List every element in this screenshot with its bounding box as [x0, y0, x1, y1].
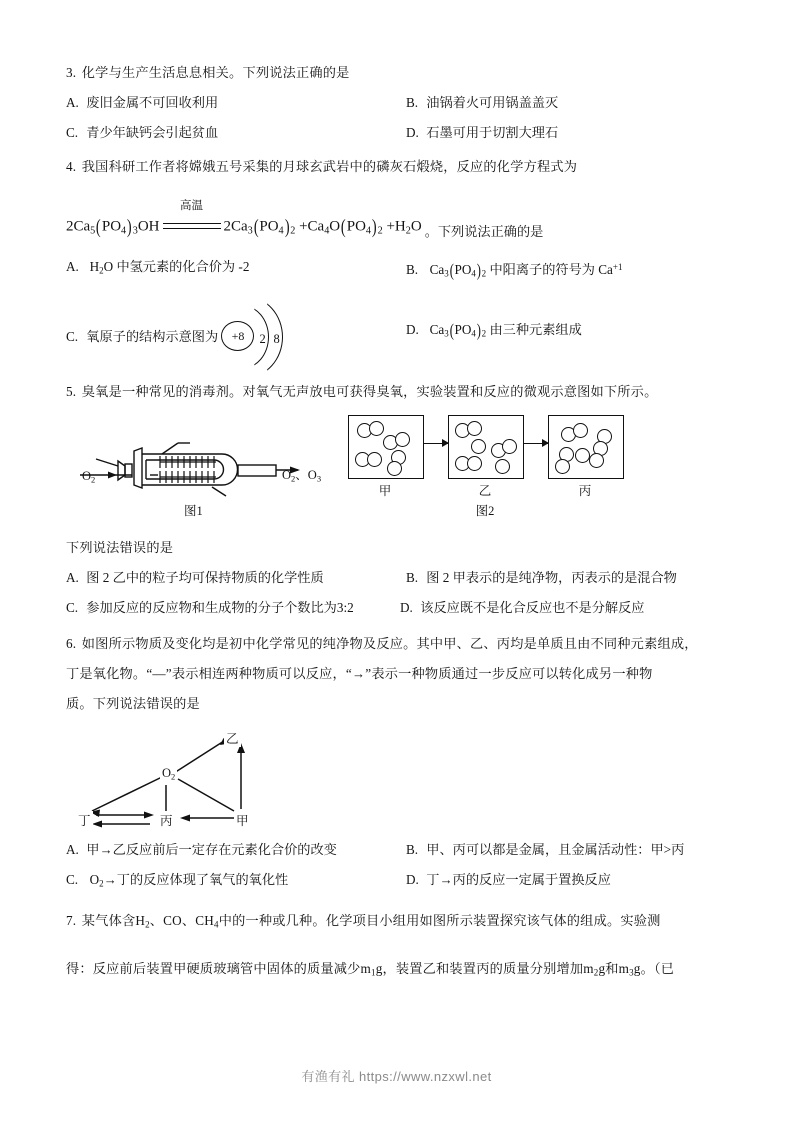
atom-circle — [467, 456, 482, 471]
formula-carbon-monoxide: CO — [163, 913, 182, 929]
substance-relationship-figure — [66, 723, 346, 835]
question-4-stem — [66, 152, 734, 182]
question-5-option-a[interactable] — [66, 563, 406, 593]
question-6-number: 6. — [66, 635, 77, 651]
node-ding: 丁 — [76, 811, 93, 829]
option-text: 氧原子的结构示意图为 — [86, 328, 219, 344]
option-label: A. — [66, 95, 79, 110]
nucleus-charge-label: +8 — [221, 321, 254, 351]
option-label: C. — [66, 328, 79, 344]
question-4-options-row-2 — [66, 315, 734, 355]
molecule-box-label-yi: 乙 — [478, 483, 492, 498]
option-text: 中阳离子的符号为 — [489, 262, 595, 278]
question-4 — [66, 152, 734, 355]
question-7-line-1 — [66, 906, 734, 940]
option-formula: $Ca_3(PO_4)_2$ — [426, 319, 487, 340]
reaction-arrow-with-condition — [161, 200, 223, 238]
mass-symbol-m3: $m_3g$ — [618, 960, 641, 978]
node-oxygen: $O_2$ — [162, 765, 176, 781]
option-ion-symbol: $Ca^{+1}$ — [598, 262, 623, 278]
question-3-options-row-2 — [66, 118, 734, 148]
reaction-condition-label: 高温 — [180, 200, 203, 212]
question-7 — [66, 906, 734, 987]
question-6-option-b[interactable] — [406, 835, 734, 865]
option-label: A. — [66, 569, 79, 585]
option-label: A. — [66, 259, 79, 274]
question-6-options-row-1 — [66, 835, 734, 865]
question-5-figures — [66, 413, 734, 531]
figure2-caption: 图2 — [475, 503, 495, 518]
question-4-number: 4. — [66, 159, 77, 174]
atom-circle — [395, 432, 410, 447]
question-5-option-b[interactable] — [406, 563, 677, 593]
atom-circle — [471, 439, 486, 454]
question-7-sep-2: 、 — [181, 913, 196, 929]
question-3-option-c[interactable] — [66, 118, 406, 148]
node-jia: 甲 — [234, 811, 251, 829]
option-label: D. — [400, 599, 413, 615]
option-text: 参加反应的反应物和生成物的分子个数比为3:2 — [86, 599, 354, 615]
question-4-equation — [66, 194, 734, 238]
question-4-options-row-1 — [66, 252, 734, 289]
electron-count-shell-2: 8 — [273, 331, 280, 346]
reaction-arrow-2-icon — [524, 443, 548, 444]
option-text: 油锅着火可用锅盖盖灭 — [426, 95, 559, 110]
option-text: →丁的反应体现了氧气的氧化性 — [103, 871, 289, 887]
question-5-options-row-2 — [66, 593, 734, 623]
option-label: C. — [66, 125, 79, 140]
electron-count-shell-1: 2 — [259, 331, 266, 346]
question-7-number: 7. — [66, 913, 77, 929]
reaction-arrow-1-icon — [424, 443, 448, 444]
question-7-text-a: 某气体含 — [81, 913, 136, 929]
question-4-option-b[interactable] — [406, 252, 734, 289]
molecule-box-label-bing: 丙 — [578, 483, 592, 498]
question-5-number: 5. — [66, 383, 77, 399]
question-7-line-2 — [66, 954, 734, 988]
question-4-stem-text: 我国科研工作者将嫦娥五号采集的月球玄武岩中的磷灰石煅烧，反应的化学方程式为 — [81, 159, 578, 174]
option-label: B. — [406, 262, 419, 278]
question-3-option-d[interactable] — [406, 118, 734, 148]
question-4-option-a[interactable] — [66, 252, 406, 289]
question-7-text-d: 中的一种或几种。化学项目小组用如图所示装置探究该气体的组成。实验测 — [218, 913, 661, 929]
question-3-option-b[interactable] — [406, 88, 734, 118]
page-content — [66, 58, 734, 987]
question-3-stem — [66, 58, 734, 88]
molecule-box-label-jia: 甲 — [378, 483, 392, 498]
option-label: B. — [406, 841, 419, 857]
relationship-diagram-drawing — [66, 723, 326, 831]
question-6-option-a[interactable] — [66, 835, 406, 865]
question-3-stem-text: 化学与生产生活息息相关。下列说法正确的是 — [81, 65, 350, 80]
option-label: C. — [66, 599, 79, 615]
question-5-option-c[interactable] — [66, 593, 400, 623]
molecule-box-yi — [448, 415, 524, 479]
option-label: D. — [406, 125, 419, 140]
mass-symbol-m2: $m_2g$ — [583, 960, 606, 978]
equals-line-bottom — [163, 228, 221, 229]
mass-symbol-m1: $m_1g$ — [360, 960, 383, 978]
option-text: 该反应既不是化合反应也不是分解反应 — [420, 599, 645, 615]
option-text: 图 2 乙中的粒子均可保持物质的化学性质 — [86, 569, 324, 585]
atom-circle — [573, 423, 588, 438]
option-text: 废旧金属不可回收利用 — [86, 95, 219, 110]
equals-line-top — [163, 223, 221, 224]
question-6-stem-text-1: 如图所示物质及变化均是初中化学常见的纯净物及反应。其中甲、乙、丙均是单质且由不同种元素组成， — [81, 635, 698, 651]
equation-left-side: $2Ca_5(PO_4)_3OH$ — [66, 216, 160, 239]
question-5-options-row-1 — [66, 563, 734, 593]
equation-trailing-text: 。下列说法正确的是 — [424, 223, 544, 239]
atom-circle — [502, 439, 517, 454]
option-text: 丁→丙的反应一定属于置换反应 — [426, 871, 611, 887]
question-3-option-a[interactable] — [66, 88, 406, 118]
atom-circle — [387, 461, 402, 476]
equation-right-side: $2Ca_3(PO_4)_2 +Ca_4O(PO_4)_2 +H_2O$ — [223, 216, 422, 239]
question-6-option-d[interactable] — [406, 865, 734, 899]
option-text: 青少年缺钙会引起贫血 — [86, 125, 219, 140]
molecule-box-jia — [348, 415, 424, 479]
option-text: 图 2 甲表示的是纯净物，丙表示的是混合物 — [426, 569, 677, 585]
question-3-options-row-1 — [66, 88, 734, 118]
question-5-sub-stem: 下列说法错误的是 — [66, 539, 174, 555]
option-label: B. — [406, 95, 419, 110]
figure1-inlet-label: $O_2$ — [82, 468, 96, 484]
question-6-stem-line-2: 丁是氧化物。“—”表示相连两种物质可以反应，“→”表示一种物质通过一步反应可以转化成另一种物 — [66, 665, 653, 681]
option-formula: $H_2O$ — [86, 259, 114, 276]
question-6-options-row-2 — [66, 865, 734, 899]
ozone-generator-figure — [74, 413, 374, 523]
node-yi: 乙 — [224, 729, 241, 747]
figure1-caption: 图1 — [184, 503, 203, 518]
figure1-outlet-label: $O_2$、$O_3$ — [282, 467, 322, 483]
question-7-text-h: 。（已 — [640, 960, 675, 976]
question-7-text-g: 和 — [605, 960, 619, 976]
question-6-figure — [66, 723, 734, 835]
atom-circle — [575, 448, 590, 463]
question-7-text-e: 得：反应前后装置甲硬质玻璃管中固体的质量减少 — [66, 960, 361, 976]
option-text: 由三种元素组成 — [489, 321, 582, 337]
option-label: A. — [66, 841, 79, 857]
question-6-stem-line-3: 质。下列说法错误的是 — [66, 695, 200, 711]
question-5-stem-text: 臭氧是一种常见的消毒剂。对氧气无声放电可获得臭氧，实验装置和反应的微观示意图如下所示。 — [81, 383, 658, 399]
option-text: 甲、丙可以都是金属，且金属活动性：甲>丙 — [426, 841, 685, 857]
question-5 — [66, 377, 734, 623]
question-4-option-c[interactable] — [66, 315, 406, 355]
question-6-stem-line-1 — [66, 629, 734, 659]
option-label: D. — [406, 321, 419, 337]
question-5-stem — [66, 377, 734, 407]
atom-circle — [369, 421, 384, 436]
atom-circle — [495, 459, 510, 474]
microscopic-diagram-figure — [348, 413, 648, 525]
option-formula: $O_2$ — [86, 871, 104, 889]
option-label: B. — [406, 569, 419, 585]
option-text: 石墨可用于切割大理石 — [426, 125, 559, 140]
question-7-sep-1: 、 — [149, 913, 164, 929]
question-5-option-d[interactable] — [400, 593, 644, 623]
option-label: C. — [66, 871, 79, 887]
formula-methane: $CH_4$ — [195, 913, 219, 930]
question-6-option-c[interactable] — [66, 865, 406, 899]
atom-circle — [555, 459, 570, 474]
atom-circle — [467, 421, 482, 436]
question-3-number: 3. — [66, 65, 77, 80]
option-text: 中氢元素的化合价为 -2 — [116, 259, 250, 274]
question-6 — [66, 629, 734, 899]
atomic-structure-diagram-icon — [221, 315, 313, 355]
node-bing: 丙 — [158, 811, 175, 829]
atom-circle — [589, 453, 604, 468]
formula-hydrogen: $H_2$ — [135, 913, 150, 930]
question-3 — [66, 58, 734, 148]
ozone-generator-drawing — [74, 413, 314, 499]
molecule-box-bing — [548, 415, 624, 479]
page-footer-watermark: 有渔有礼 https://www.nzxwl.net — [301, 1069, 492, 1084]
atom-circle — [367, 452, 382, 467]
question-4-option-d[interactable] — [406, 315, 734, 355]
question-7-text-f: ，装置乙和装置丙的质量分别增加 — [382, 960, 584, 976]
option-text: 甲→乙反应前后一定存在元素化合价的改变 — [86, 841, 337, 857]
option-label: D. — [406, 871, 419, 887]
option-formula: $Ca_3(PO_4)_2$ — [426, 260, 487, 281]
